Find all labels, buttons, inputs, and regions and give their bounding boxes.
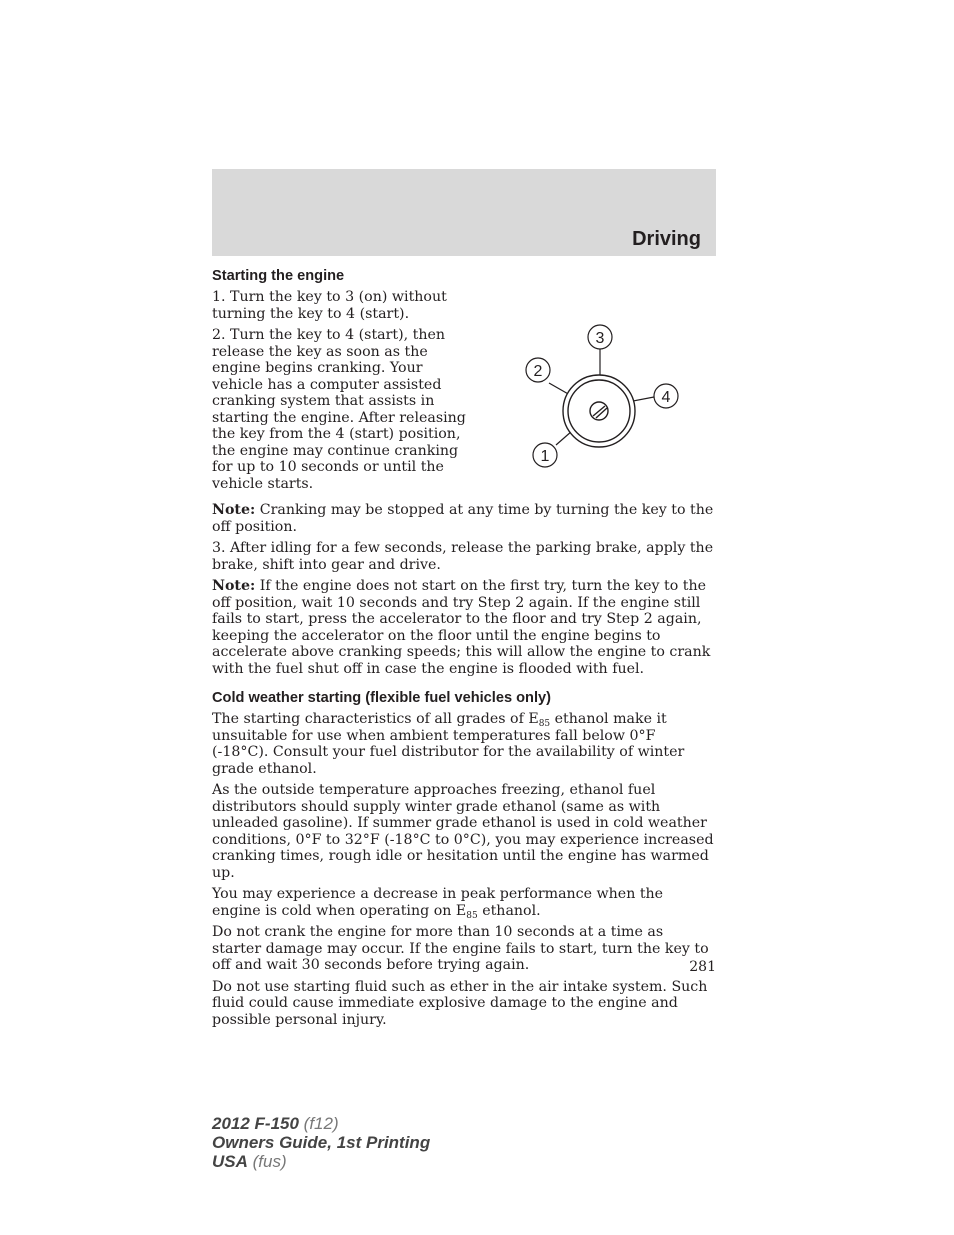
callout-4 [654,384,678,408]
page-content [212,267,716,1033]
footer-line-1: 2012 F-150 (f12) [212,1114,339,1133]
step-3: 3. After idling for a few seconds, release the parking brake, apply the brake, shift into gear and drive. [212,540,714,573]
note-1-text: Cranking may be stopped at any time by turning the key to the off position. [212,502,714,535]
callout-1-label: 1 [540,448,550,465]
footer-line-3: USA (fus) [212,1152,287,1171]
leader-line-1 [556,431,572,445]
starting-steps-with-figure [212,289,716,502]
callout-2-label: 2 [533,363,543,380]
callout-1 [533,443,557,467]
callout-4-label: 4 [661,389,671,406]
leader-line-4 [633,397,654,401]
callout-3-label: 3 [595,330,605,347]
document-footer [212,1114,430,1171]
callout-3 [588,325,612,349]
note-2 [212,578,716,677]
cold-weather-paragraph-3: You may experience a decrease in peak performance when the engine is cold when operating on $E_{85}$ ethanol. [212,886,664,921]
cold-weather-paragraph-2: As the outside temperature approaches freezing, ethanol fuel distributors should supply winter grade ethanol (same as with unleaded gasoline). If summer grade ethanol is used in cold weather conditions, 0°F to 32°F (-18°C to 0°C), you may experience increased cranking times, rough idle or hesitation until the engine has warmed up. [212,782,714,881]
note-2-text: If the engine does not start on the first try, turn the key to the off position, wait 10 seconds and try Step 2 again. If the engine still fails to start, press the accelerator to the floor and try Step 2 again, keeping the accelerator on the floor until the engine begins to accelerate above cranking speeds; this will allow the engine to crank with the fuel shut off in case the engine is flooded with fuel. [212,578,711,677]
callout-2 [526,358,550,382]
cold-weather-paragraph-4: Do not crank the engine for more than 10 seconds at a time as starter damage may occur. If the engine fails to start, turn the key to off and wait 30 seconds before trying again. [212,924,709,973]
section-header-band [212,169,716,256]
cold-weather-heading: Cold weather starting (flexible fuel vehicles only) [212,690,551,706]
starting-heading: Starting the engine [212,268,345,284]
ignition-switch-figure [512,309,682,479]
footer-line-2: Owners Guide, 1st Printing [212,1133,431,1152]
note-1 [212,502,716,535]
steps-column [212,289,466,497]
step-2: 2. Turn the key to 4 (start), then release the key as soon as the engine begins cranking. Your vehicle has a computer assisted cranking system that assists in starting the engine. After releasing the key from the 4 (start) position, the engine may continue cranking for up to 10 seconds or until the vehicle starts. [212,327,466,492]
note-2-label: Note: [212,578,256,594]
page-number: 281 [689,959,716,975]
step-1: 1. Turn the key to 3 (on) without turning the key to 4 (start). [212,289,447,322]
section-title: Driving [632,228,701,250]
note-1-label: Note: [212,502,256,518]
leader-line-2 [549,383,570,395]
cold-weather-paragraph-1: The starting characteristics of all grades of $E_{85}$ ethanol make it unsuitable for use when ambient temperatures fall below 0°F (-18°C). Consult your fuel distributor for the availability of winter grade ethanol. [212,711,685,777]
cold-weather-paragraph-5: Do not use starting fluid such as ether in the air intake system. Such fluid could cause immediate explosive damage to the engine and possible personal injury. [212,978,708,1028]
